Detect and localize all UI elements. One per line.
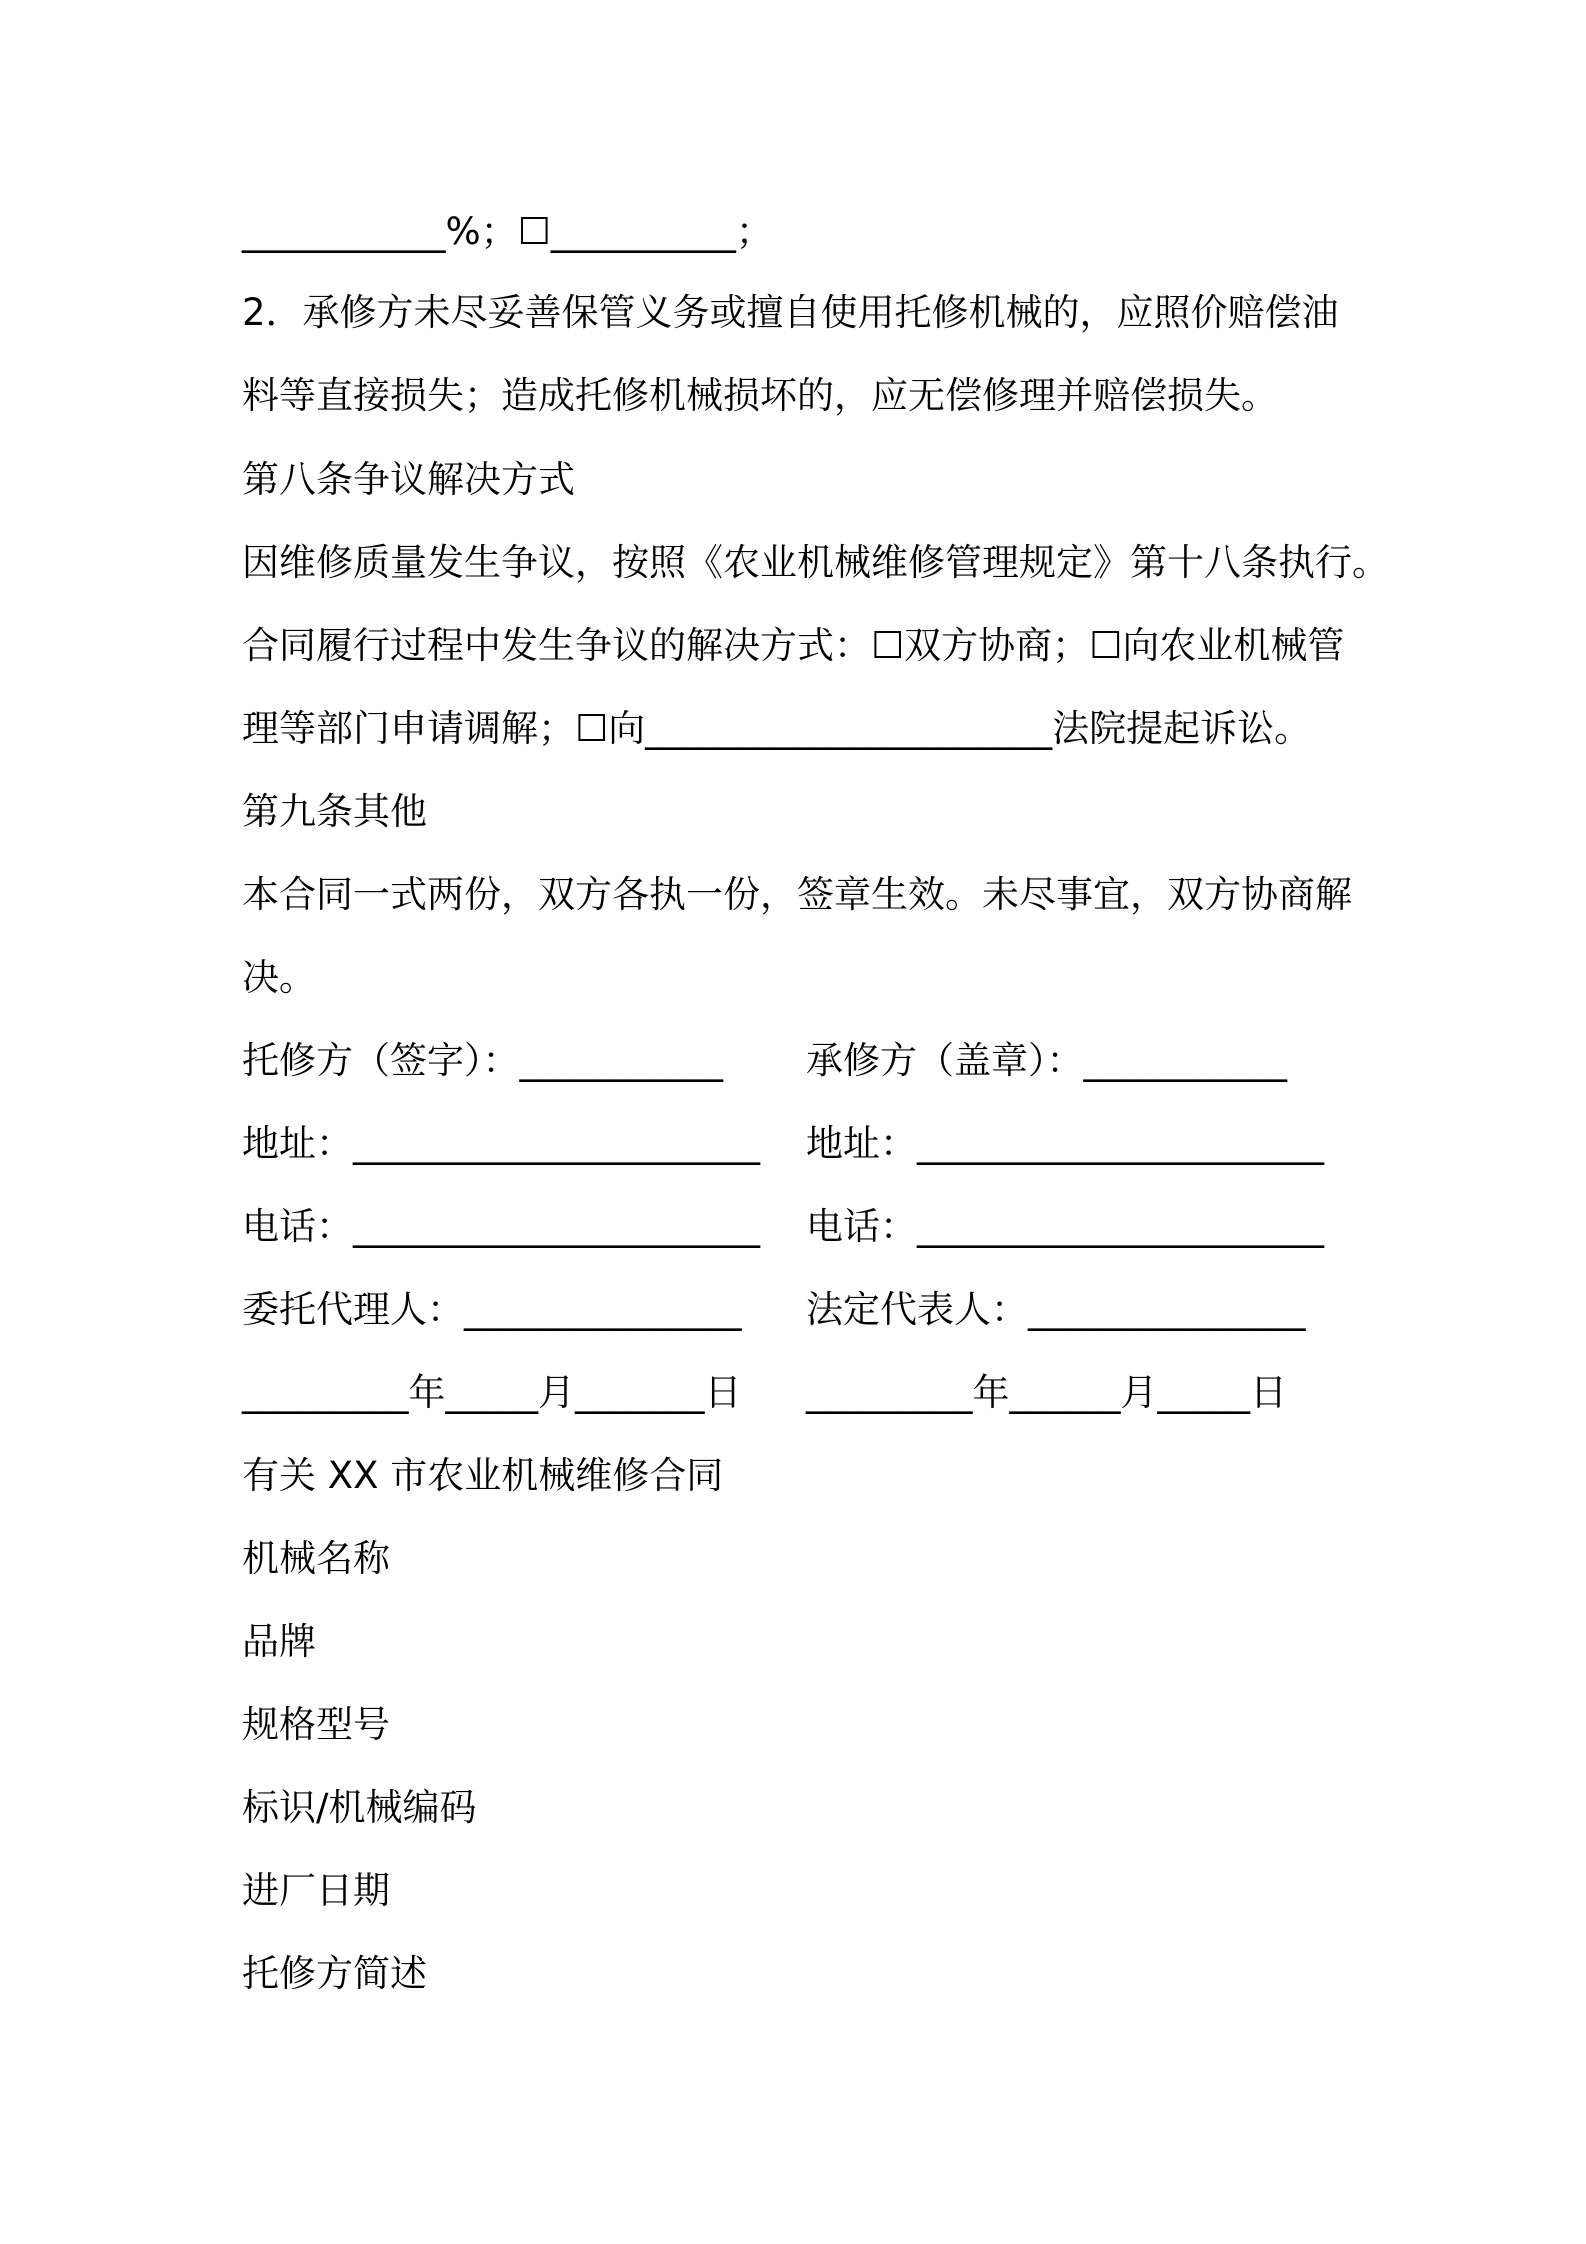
contractor-address-field: 地址：______________________ bbox=[806, 1122, 1324, 1165]
article-8-text-line-1: 因维修质量发生争议，按照《农业机械维修管理规定》第十八条执行。 bbox=[242, 541, 1389, 584]
clause-2-line-1: 2．承修方未尽妥善保管义务或擅自使用托修机械的，应照价赔偿油 bbox=[242, 291, 1339, 334]
article-8-heading: 第八条争议解决方式 bbox=[242, 458, 575, 501]
article-9-text-line-2: 决。 bbox=[242, 956, 316, 999]
contractor-legal-rep-field: 法定代表人：_______________ bbox=[806, 1288, 1306, 1331]
appendix-field-client-description: 托修方简述 bbox=[242, 1952, 427, 1995]
appendix-field-machine-code: 标识/机械编码 bbox=[242, 1786, 477, 1829]
article-8-text-line-3: 理等部门申请调解；☐向______________________法院提起诉讼。 bbox=[242, 707, 1312, 750]
appendix-field-machine-name: 机械名称 bbox=[242, 1537, 390, 1580]
article-9-text-line-1: 本合同一式两份，双方各执一份，签章生效。未尽事宜，双方协商解 bbox=[242, 873, 1352, 916]
clause-2-line-2: 料等直接损失；造成托修机械损坏的，应无偿修理并赔偿损失。 bbox=[242, 374, 1278, 417]
contractor-date-field: _________年______月_____日 bbox=[806, 1371, 1287, 1414]
client-agent-field: 委托代理人：_______________ bbox=[242, 1288, 742, 1331]
article-8-text-line-2: 合同履行过程中发生争议的解决方式：☐双方协商；☐向农业机械管 bbox=[242, 624, 1345, 667]
contractor-phone-field: 电话：______________________ bbox=[806, 1205, 1324, 1248]
contractor-seal-field: 承修方（盖章）：___________ bbox=[806, 1039, 1287, 1082]
client-date-field: _________年_____月_______日 bbox=[242, 1371, 742, 1414]
appendix-field-model: 规格型号 bbox=[242, 1703, 390, 1746]
appendix-title: 有关 XX 市农业机械维修合同 bbox=[242, 1454, 724, 1497]
text-line-blanks: ___________%；☐__________； bbox=[242, 210, 773, 253]
appendix-field-brand: 品牌 bbox=[242, 1620, 316, 1663]
client-address-field: 地址：______________________ bbox=[242, 1122, 760, 1165]
client-signature-field: 托修方（签字）：___________ bbox=[242, 1039, 723, 1082]
article-9-heading: 第九条其他 bbox=[242, 790, 427, 833]
appendix-field-entry-date: 进厂日期 bbox=[242, 1869, 390, 1912]
client-phone-field: 电话：______________________ bbox=[242, 1205, 760, 1248]
